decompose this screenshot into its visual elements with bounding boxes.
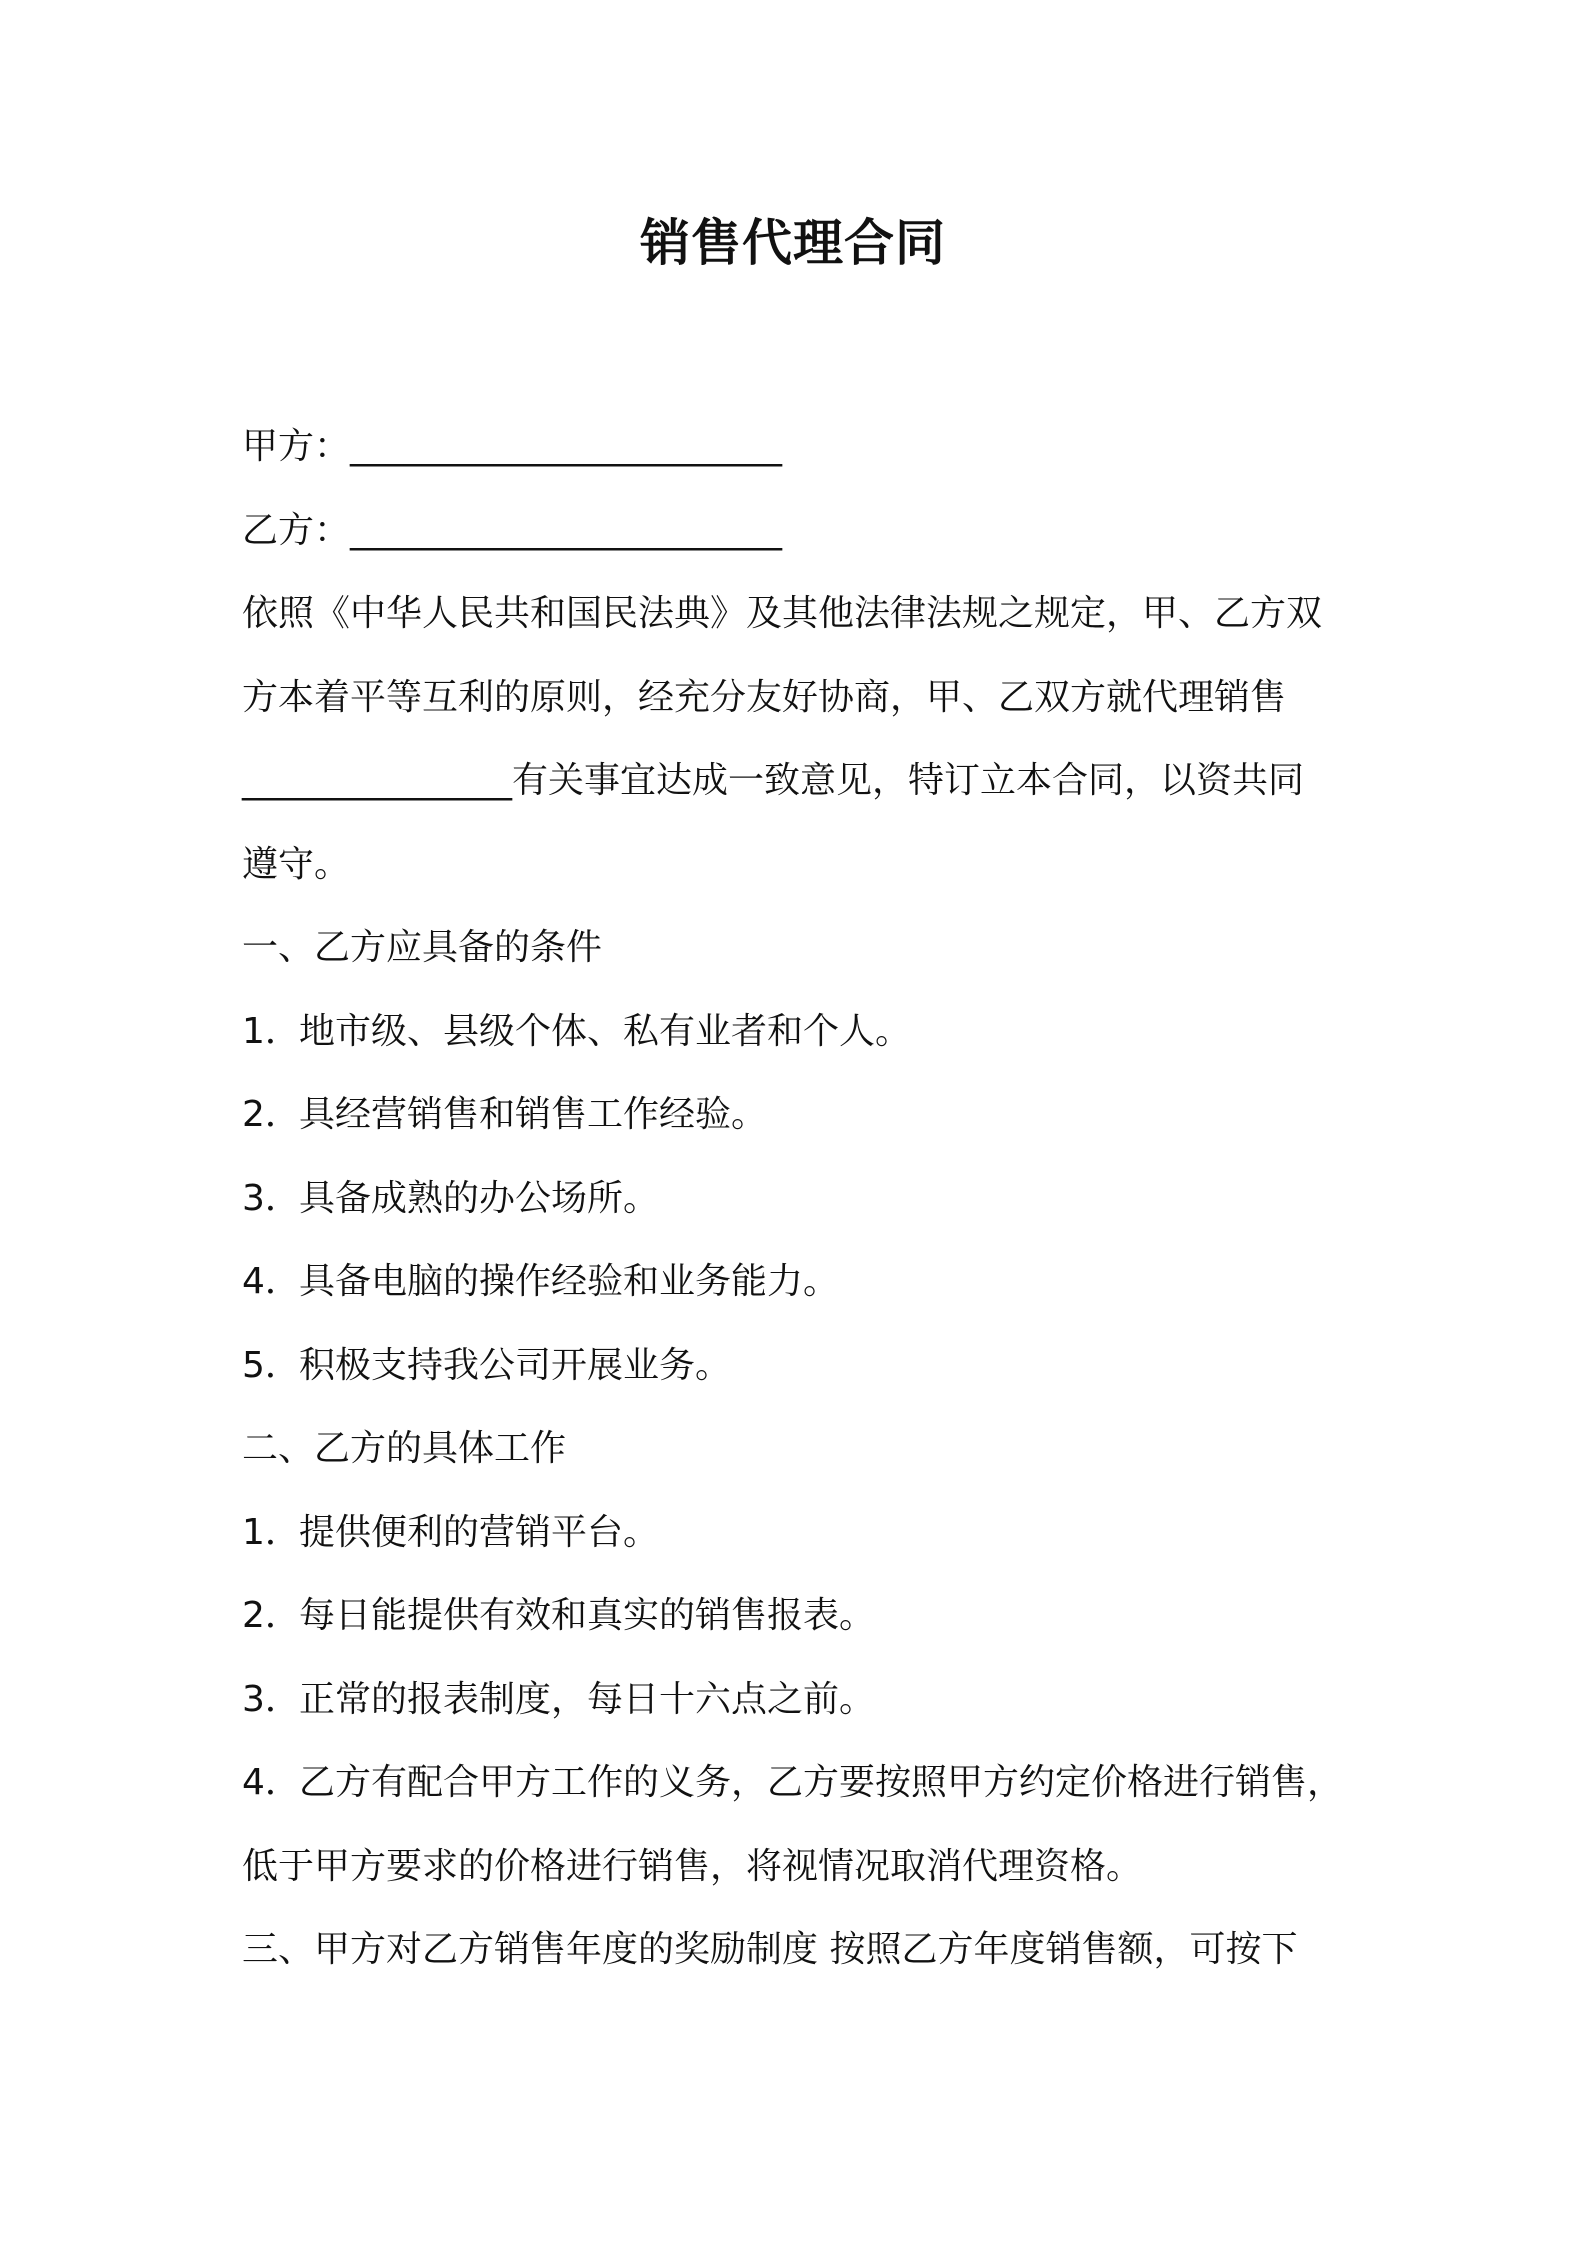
item-number: 1． bbox=[242, 1010, 301, 1052]
section-2-item bbox=[242, 1658, 1372, 1742]
party-a-label: 甲方： bbox=[242, 426, 351, 467]
section-2-item bbox=[242, 1741, 1372, 1825]
item-text: 具备电脑的操作经验和业务能力。 bbox=[299, 1261, 840, 1302]
section-1-item bbox=[242, 1240, 1372, 1324]
document-body bbox=[242, 405, 1372, 1992]
document-title: 销售代理合同 bbox=[640, 214, 946, 272]
section-1-item bbox=[242, 1324, 1372, 1408]
item-text: 积极支持我公司开展业务。 bbox=[299, 1344, 732, 1386]
section-1-item bbox=[242, 1073, 1372, 1157]
section-1-heading: 一、乙方应具备的条件 bbox=[242, 927, 603, 968]
intro-line: _______________有关事宜达成一致意见，特订立本合同，以资共同 bbox=[242, 760, 1305, 801]
item-text: 正常的报表制度，每日十六点之前。 bbox=[299, 1678, 876, 1720]
section-2-item bbox=[242, 1491, 1372, 1575]
item-number: 4． bbox=[242, 1261, 301, 1302]
section-1-item bbox=[242, 990, 1372, 1074]
party-b-blank: ________________________ bbox=[350, 509, 783, 551]
item-text: 地市级、县级个体、私有业者和个人。 bbox=[299, 1010, 912, 1052]
party-b-line bbox=[242, 489, 1372, 573]
party-a-line bbox=[242, 405, 1372, 489]
item-number: 4． bbox=[242, 1762, 301, 1803]
party-b-label: 乙方： bbox=[242, 509, 351, 551]
item-number: 3． bbox=[242, 1177, 301, 1219]
section-2-item-continuation: 低于甲方要求的价格进行销售，将视情况取消代理资格。 bbox=[242, 1845, 1143, 1887]
intro-line: 依照《中华人民共和国民法典》及其他法律法规之规定，甲、乙方双 bbox=[242, 593, 1323, 634]
item-text: 具经营销售和销售工作经验。 bbox=[299, 1094, 768, 1135]
intro-line: 方本着平等互利的原则，经充分友好协商，甲、乙双方就代理销售 bbox=[242, 676, 1287, 718]
item-text: 乙方有配合甲方工作的义务，乙方要按照甲方约定价格进行销售， bbox=[299, 1762, 1344, 1803]
item-text: 提供便利的营销平台。 bbox=[299, 1511, 660, 1553]
item-number: 3． bbox=[242, 1678, 301, 1720]
item-number: 1． bbox=[242, 1511, 301, 1553]
section-2-item bbox=[242, 1574, 1372, 1658]
item-number: 2． bbox=[242, 1595, 301, 1636]
section-1-item bbox=[242, 1157, 1372, 1241]
item-text: 具备成熟的办公场所。 bbox=[299, 1177, 660, 1219]
item-number: 5． bbox=[242, 1344, 301, 1386]
party-a-blank: ________________________ bbox=[350, 426, 783, 467]
intro-line: 遵守。 bbox=[242, 843, 351, 885]
section-3-heading: 三、甲方对乙方销售年度的奖励制度 按照乙方年度销售额，可按下 bbox=[242, 1929, 1298, 1970]
item-number: 2． bbox=[242, 1094, 301, 1135]
item-text: 每日能提供有效和真实的销售报表。 bbox=[299, 1595, 876, 1636]
section-2-heading: 二、乙方的具体工作 bbox=[242, 1428, 567, 1469]
